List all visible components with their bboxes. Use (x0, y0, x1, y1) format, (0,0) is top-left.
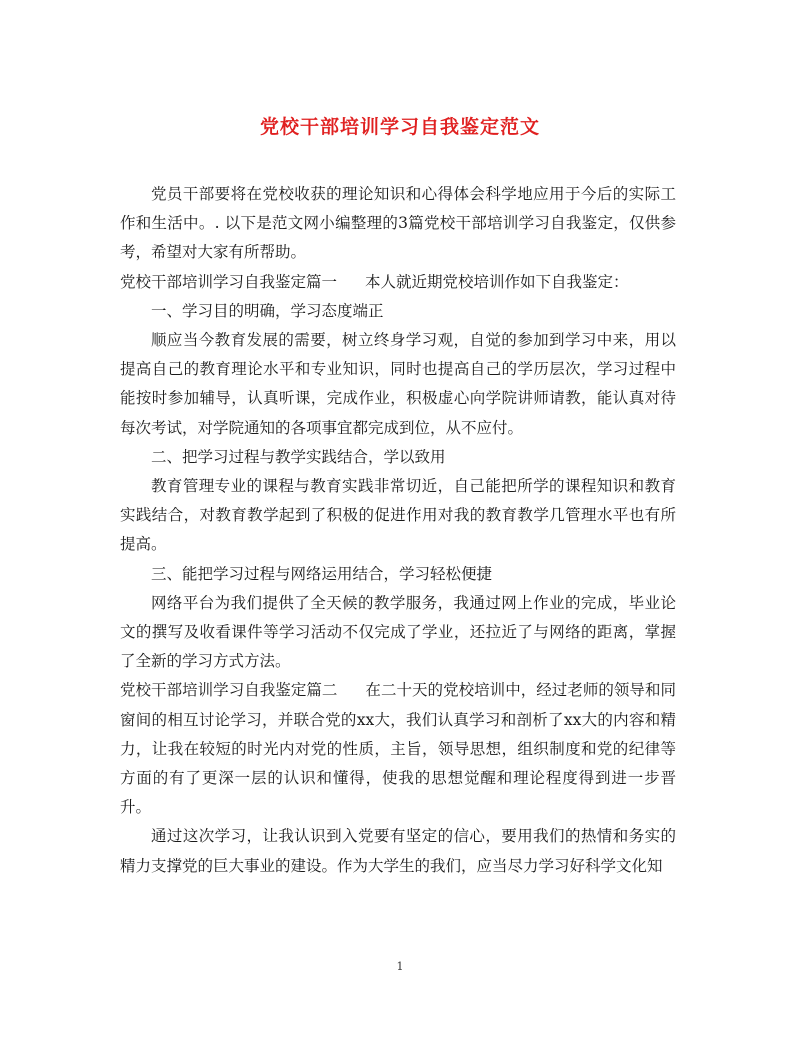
point-2-body: 教育管理专业的课程与教育实践非常切近，自己能把所学的课程知识和教育实践结合，对教育教学起到了积极的促进作用对我的教育教学几管理水平也有所提高。 (120, 477, 676, 554)
article-1-lead: 本人就近期党校培训作如下自我鉴定： (365, 272, 629, 291)
point-3-body: 网络平台为我们提供了全天候的教学服务，我通过网上作业的完成，毕业论文的撰写及收看课件等学习活动不仅完成了学业，还拉近了与网络的距离，掌握了全新的学习方式方法。 (120, 593, 676, 671)
document-body (120, 180, 676, 881)
point-1-body: 顺应当今教育发展的需要，树立终身学习观，自觉的参加到学习中来，用以提高自己的教育理论水平和专业知识，同时也提高自己的学历层次，学习过程中能按时参加辅导，认真听课，完成作业，积极虚心向学院讲师请教，能认真对待每次考试，对学院通知的各项事宜都完成到位，从不应付。 (120, 331, 676, 437)
point-3-title: 三、能把学习过程与网络运用结合，学习轻松便捷 (151, 564, 493, 583)
article-2-lead: 在二十天的党校培训中，经过老师的领导和同窗间的相互讨论学习，并联合党的xx大，我们认真学习和剖析了xx大的内容和精力，让我在较短的时光内对党的性质，主旨，领导思想，组织制度和党的纪律等方面的有了更深一层的认识和懂得，使我的思想觉醒和理论程度得到进一步晋升。 (120, 681, 676, 817)
intro-paragraph: 党员干部要将在党校收获的理论知识和心得体会科学地应用于今后的实际工作和生活中。. 以下是范文网小编整理的3篇党校干部培训学习自我鉴定，仅供参考，希望对大家有所帮助。 (120, 185, 676, 262)
article-1-heading: 党校干部培训学习自我鉴定篇一 (120, 272, 338, 291)
article-2-paragraph (120, 676, 676, 822)
article-2-heading: 党校干部培训学习自我鉴定篇二 (120, 681, 338, 700)
article-1-heading-line (120, 268, 676, 297)
point-2-title: 二、把学习过程与教学实践结合，学以致用 (151, 447, 446, 466)
article-2-para-2: 通过这次学习，让我认识到入党要有坚定的信心，要用我们的热情和务实的精力支撑党的巨大事业的建设。作为大学生的我们，应当尽力学习好科学文化知 (120, 827, 676, 875)
page-number: 1 (396, 960, 404, 973)
point-1-title: 一、学习目的明确，学习态度端正 (151, 301, 384, 320)
document-title: 党校干部培训学习自我鉴定范文 (259, 116, 540, 138)
